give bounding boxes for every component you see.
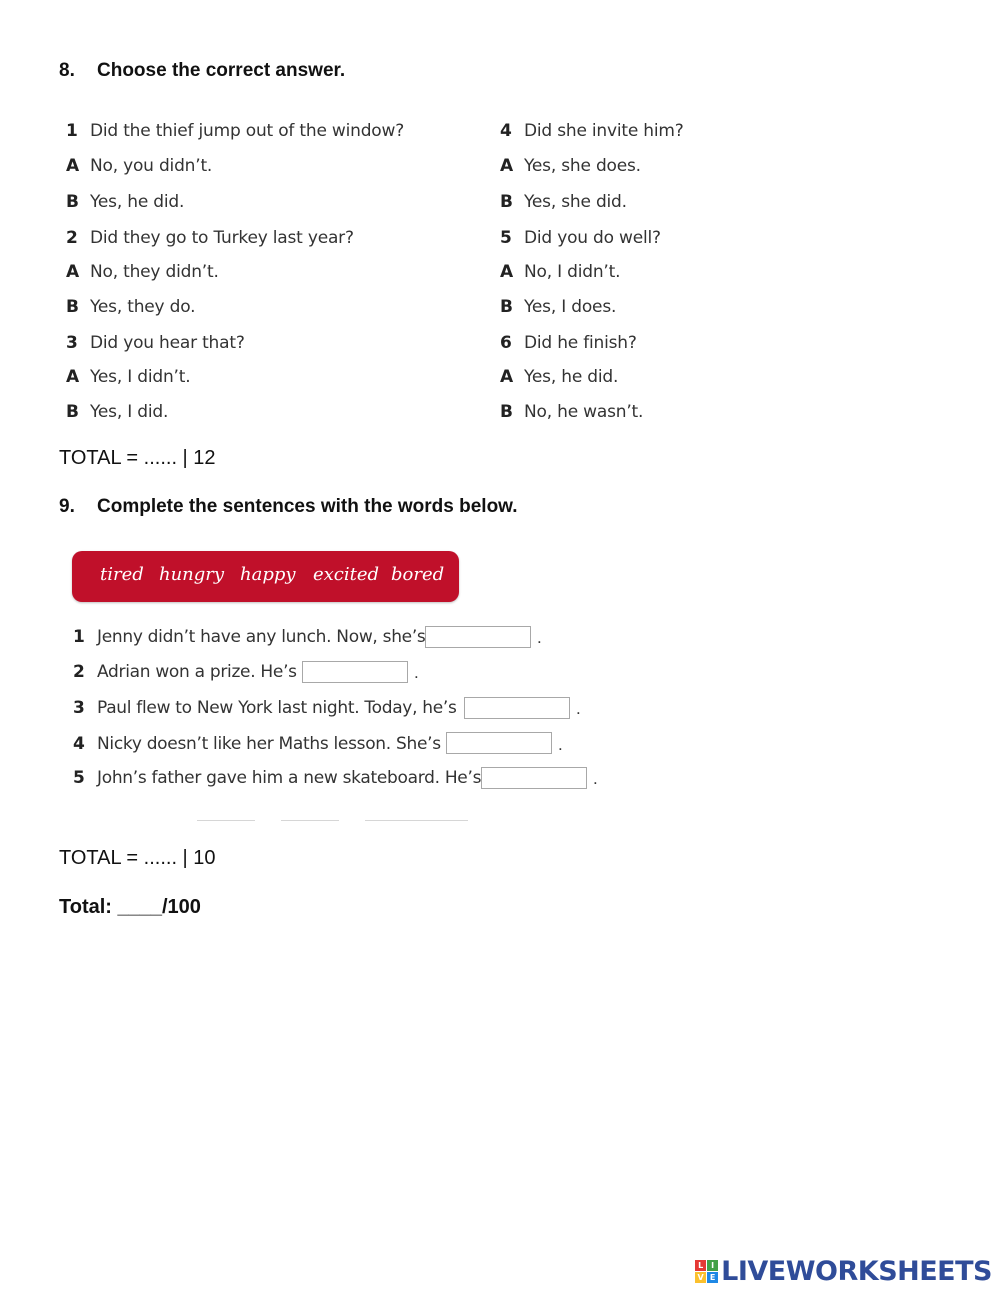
question-4 <box>500 121 684 141</box>
question-5-option-a[interactable] <box>500 262 620 282</box>
answer-field-2[interactable] <box>302 661 408 683</box>
faint-line <box>281 820 339 821</box>
option-text: Yes, he did. <box>90 192 185 212</box>
question-4-option-a[interactable] <box>500 156 641 176</box>
word-excited: excited <box>313 564 380 585</box>
word-hungry: hungry <box>159 564 225 585</box>
question-5-option-b[interactable] <box>500 297 616 317</box>
option-text: Yes, she did. <box>524 192 627 212</box>
sentence-text: Nicky doesn’t like her Maths lesson. She’s <box>97 734 441 754</box>
question-3 <box>66 333 245 353</box>
section-number: 9. <box>59 496 75 517</box>
section-instruction: Complete the sentences with the words below. <box>97 496 518 517</box>
option-label: A <box>66 262 79 282</box>
sentence-end: . <box>537 628 542 647</box>
question-3-option-a[interactable] <box>66 367 190 387</box>
question-5 <box>500 228 661 248</box>
answer-field-5[interactable] <box>481 767 587 789</box>
logo-tile: I <box>707 1260 718 1271</box>
sentence-text: John’s father gave him a new skateboard. He’s <box>97 768 482 788</box>
logo-text: LIVEWORKSHEETS <box>721 1255 992 1287</box>
question-text: Did you hear that? <box>90 333 245 353</box>
grand-total: Total: ____/100 <box>59 896 201 918</box>
option-label: B <box>66 402 79 422</box>
option-label: B <box>66 192 79 212</box>
question-text: Did they go to Turkey last year? <box>90 228 354 248</box>
section-number: 8. <box>59 60 75 81</box>
sentence-number: 1 <box>73 627 85 647</box>
logo-tile: V <box>695 1272 706 1283</box>
option-text: No, you didn’t. <box>90 156 213 176</box>
question-number: 6 <box>500 333 512 353</box>
option-text: No, they didn’t. <box>90 262 219 282</box>
faint-line <box>197 820 255 821</box>
option-label: A <box>66 367 79 387</box>
option-label: B <box>500 402 513 422</box>
option-text: Yes, she does. <box>524 156 641 176</box>
option-text: Yes, I did. <box>90 402 169 422</box>
option-text: Yes, he did. <box>524 367 619 387</box>
question-number: 4 <box>500 121 512 141</box>
question-1-option-b[interactable] <box>66 192 184 212</box>
sentence-number: 2 <box>73 662 85 682</box>
question-text: Did you do well? <box>524 228 661 248</box>
question-6-option-b[interactable] <box>500 402 643 422</box>
section-8-heading <box>59 60 345 82</box>
question-number: 1 <box>66 121 78 141</box>
question-text: Did he finish? <box>524 333 637 353</box>
word-tired: tired <box>100 564 144 585</box>
option-label: B <box>66 297 79 317</box>
logo-tile: E <box>707 1272 718 1283</box>
question-number: 2 <box>66 228 78 248</box>
question-text: Did the thief jump out of the window? <box>90 121 405 141</box>
sentence-number: 5 <box>73 768 85 788</box>
option-label: B <box>500 192 513 212</box>
question-2-option-a[interactable] <box>66 262 219 282</box>
sentence-end: . <box>414 663 419 682</box>
option-text: No, I didn’t. <box>524 262 621 282</box>
word-happy: happy <box>240 564 296 585</box>
word-bored: bored <box>391 564 445 585</box>
option-label: A <box>500 367 513 387</box>
question-number: 3 <box>66 333 78 353</box>
option-label: A <box>500 262 513 282</box>
question-1-option-a[interactable] <box>66 156 212 176</box>
option-text: No, he wasn’t. <box>524 402 644 422</box>
faint-line <box>365 820 468 821</box>
sentence-text: Paul flew to New York last night. Today, he’s <box>97 698 457 718</box>
word-bank <box>72 551 459 602</box>
sentence-2 <box>73 662 297 682</box>
answer-field-3[interactable] <box>464 697 570 719</box>
section-instruction: Choose the correct answer. <box>97 60 346 81</box>
answer-field-4[interactable] <box>446 732 552 754</box>
sentence-5 <box>73 768 481 788</box>
question-text: Did she invite him? <box>524 121 684 141</box>
option-label: A <box>66 156 79 176</box>
sentence-text: Adrian won a prize. He’s <box>97 662 297 682</box>
sentence-4 <box>73 734 441 754</box>
sentence-end: . <box>593 769 598 788</box>
sentence-number: 4 <box>73 734 85 754</box>
sentence-end: . <box>558 735 563 754</box>
answer-field-1[interactable] <box>425 626 531 648</box>
logo-tile: L <box>695 1260 706 1271</box>
option-text: Yes, I does. <box>524 297 617 317</box>
sentence-end: . <box>576 699 581 718</box>
question-6-option-a[interactable] <box>500 367 618 387</box>
question-3-option-b[interactable] <box>66 402 168 422</box>
option-text: Yes, I didn’t. <box>90 367 191 387</box>
section-9-total: TOTAL = ...... | 10 <box>59 847 216 869</box>
sentence-1 <box>73 627 426 647</box>
question-6 <box>500 333 637 353</box>
question-2 <box>66 228 354 248</box>
liveworksheets-logo <box>695 1256 992 1286</box>
sentence-text: Jenny didn’t have any lunch. Now, she’s <box>97 627 426 647</box>
question-number: 5 <box>500 228 512 248</box>
question-2-option-b[interactable] <box>66 297 195 317</box>
option-text: Yes, they do. <box>90 297 196 317</box>
question-4-option-b[interactable] <box>500 192 627 212</box>
sentence-3 <box>73 698 457 718</box>
option-label: B <box>500 297 513 317</box>
section-8-total: TOTAL = ...... | 12 <box>59 447 216 469</box>
option-label: A <box>500 156 513 176</box>
section-9-heading <box>59 496 518 518</box>
question-1 <box>66 121 404 141</box>
sentence-number: 3 <box>73 698 85 718</box>
logo-mark-icon <box>695 1260 718 1283</box>
